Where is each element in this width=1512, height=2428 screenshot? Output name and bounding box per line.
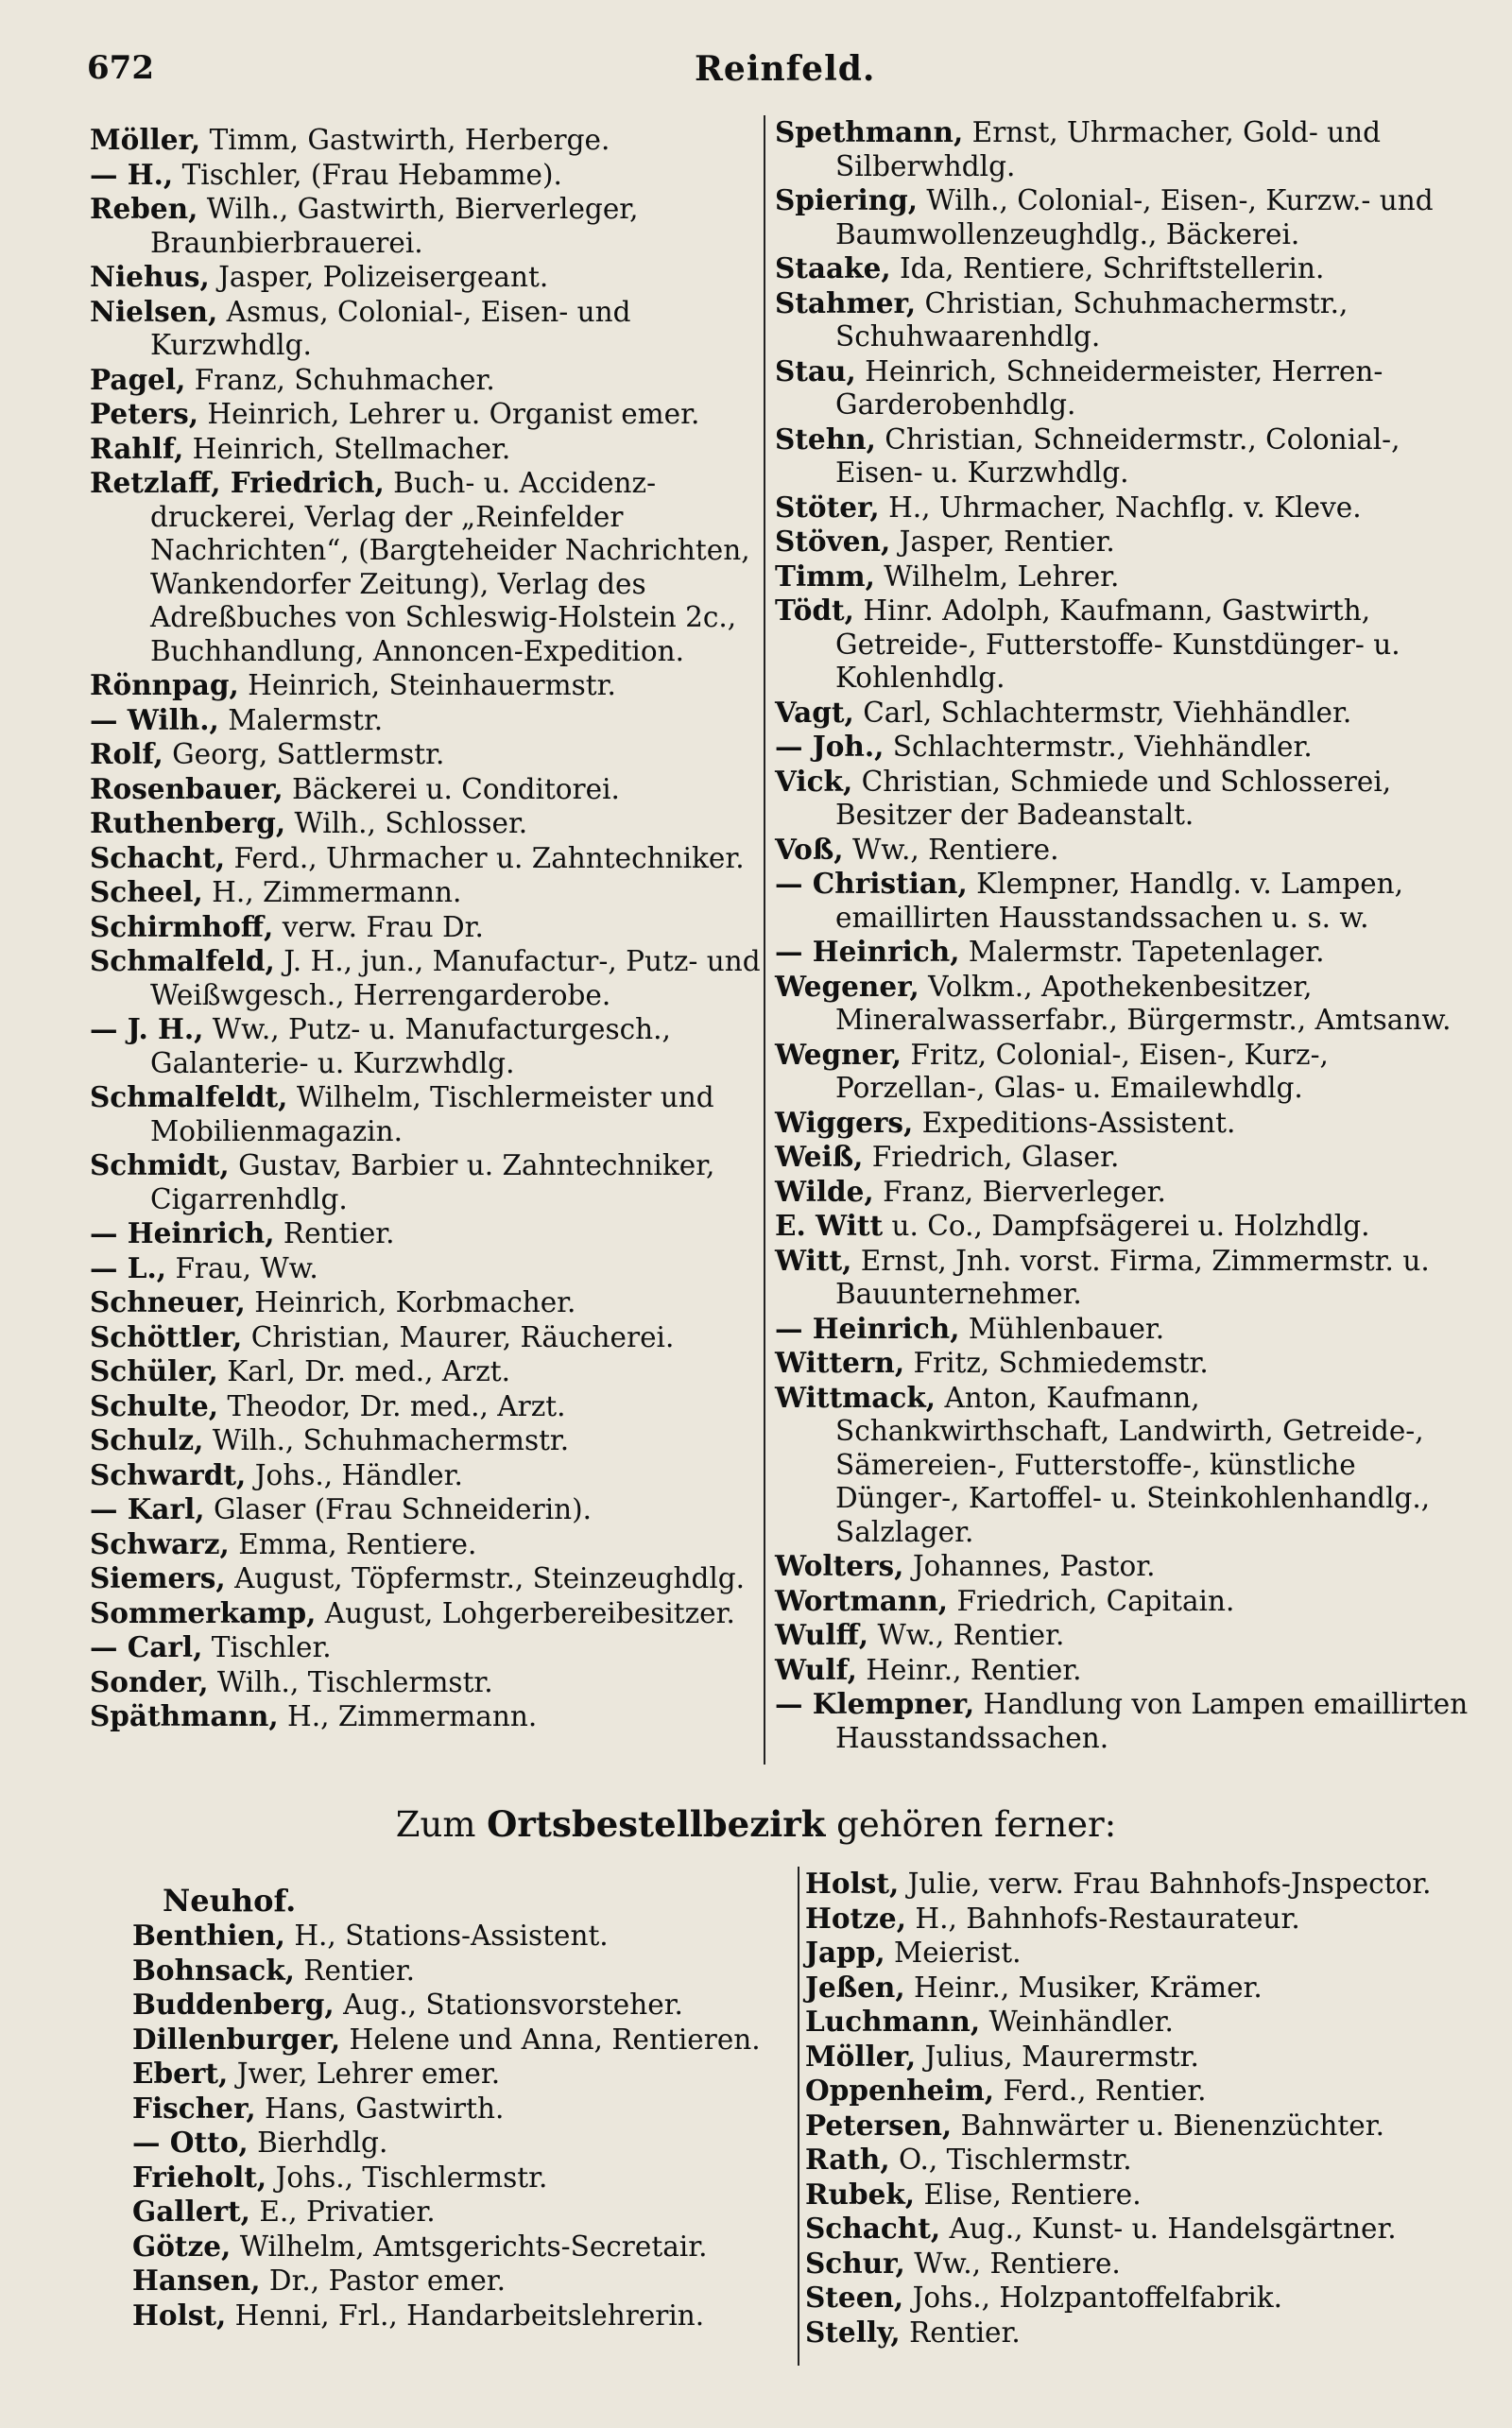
directory-entry: [132, 2092, 784, 2127]
running-head: Reinfeld.: [695, 49, 876, 89]
entry-name: Spethmann,: [775, 115, 964, 148]
directory-entry: [775, 1618, 1474, 1653]
entry-name: — J. H.,: [90, 1012, 204, 1045]
subsection-title: Neuhof.: [163, 1883, 297, 1919]
entry-name: Steen,: [805, 2281, 904, 2314]
directory-entry: [805, 1936, 1478, 1971]
directory-entry: [90, 910, 763, 945]
entry-name: Schöttler,: [90, 1319, 243, 1353]
entry-name: Witt,: [775, 1243, 852, 1277]
entry-details: Johs., Holzpantoffelfabrik.: [912, 2282, 1283, 2314]
directory-entry: [775, 286, 1474, 354]
directory-entry: [90, 668, 763, 703]
entry-name: Wortmann,: [775, 1583, 949, 1617]
directory-entry: [90, 1699, 763, 1734]
entry-name: Wittmack,: [775, 1380, 936, 1414]
entry-name: Schmidt,: [90, 1148, 230, 1181]
entry-name: Wulff,: [775, 1618, 869, 1651]
entry-name: Peters,: [90, 397, 198, 430]
entry-name: Weiß,: [775, 1140, 864, 1173]
entry-name: Rosenbauer,: [90, 771, 284, 805]
entry-name: Stau,: [775, 353, 856, 387]
entry-details: Wilh., Colonial-, Eisen-, Kurzw.- und Baumwollenzeughdlg., Bäckerei.: [835, 184, 1434, 250]
entry-details: Ww., Putz- u. Manufacturgesch., Galanterie- u. Kurzwhdlg.: [150, 1013, 671, 1079]
section-heading-bold: Ortsbestellbezirk: [487, 1803, 826, 1845]
entry-details: Franz, Schuhmacher.: [194, 363, 495, 396]
entry-details: Meierist.: [894, 1937, 1022, 1969]
directory-entry: [775, 1584, 1474, 1619]
entry-details: u. Co., Dampfsägerei u. Holzhdlg.: [891, 1210, 1370, 1242]
entry-name: Holst,: [805, 1867, 900, 1900]
directory-entry: [90, 944, 763, 1012]
directory-entry: [775, 115, 1474, 183]
entry-details: Heinr., Rentier.: [866, 1653, 1082, 1686]
entry-name: Voß,: [775, 832, 844, 866]
entry-name: — Wilh.,: [90, 702, 219, 736]
entry-details: Heinrich, Korbmacher.: [254, 1286, 576, 1318]
directory-entry: [775, 1381, 1474, 1550]
directory-entry: [775, 183, 1474, 251]
directory-entry: [90, 1561, 763, 1596]
directory-entry: [775, 730, 1474, 765]
directory-entry: [90, 1216, 763, 1251]
entry-details: Ww., Rentiere.: [914, 2247, 1121, 2280]
directory-entry: [805, 2247, 1478, 2282]
entry-name: Petersen,: [805, 2108, 953, 2142]
entry-details: Ferd., Rentier.: [1003, 2075, 1207, 2107]
entry-name: Rubek,: [805, 2177, 916, 2211]
entry-details: Fritz, Colonial-, Eisen-, Kurz-, Porzellan-, Glas- u. Emailewhdlg.: [835, 1038, 1329, 1104]
entry-name: — Karl,: [90, 1492, 205, 1525]
entry-name: — Klempner,: [775, 1687, 975, 1720]
entry-details: Volkm., Apothekenbesitzer, Mineralwasserfabr., Bürgermstr., Amtsanw.: [835, 970, 1452, 1036]
directory-entry: [775, 1549, 1474, 1584]
entry-name: Dillenburger,: [132, 2022, 341, 2056]
entry-name: Ruthenberg,: [90, 806, 286, 839]
entry-details: Ernst, Jnh. vorst. Firma, Zimmermstr. u. Bauunternehmer.: [835, 1244, 1430, 1310]
entry-details: Tischler.: [211, 1631, 332, 1663]
entry-details: Expeditions-Assistent.: [921, 1106, 1236, 1139]
entry-details: Johs., Händler.: [254, 1458, 463, 1491]
entry-details: Hinr. Adolph, Kaufmann, Gastwirth, Getreide-, Futterstoffe- Kunstdünger- u. Kohlenhdlg.: [835, 594, 1400, 694]
entry-details: Tischler, (Frau Hebamme).: [181, 158, 562, 191]
directory-entry: [775, 491, 1474, 525]
entry-details: Henni, Frl., Handarbeitslehrerin.: [234, 2299, 705, 2332]
entry-details: H., Zimmermann.: [287, 1700, 538, 1732]
entry-details: Julie, verw. Frau Bahnhofs-Jnspector.: [907, 1868, 1432, 1900]
directory-entry: [90, 192, 763, 260]
entry-name: Schirmhoff,: [90, 909, 274, 943]
directory-entry: [805, 2316, 1478, 2351]
entry-name: Wolters,: [775, 1549, 904, 1582]
entry-details: Ida, Rentiere, Schriftstellerin.: [900, 252, 1325, 284]
entry-details: Bierhdlg.: [257, 2127, 388, 2159]
entry-details: Wilh., Schlosser.: [294, 807, 528, 839]
entry-name: Wilde,: [775, 1174, 874, 1208]
entry-details: Dr., Pastor emer.: [268, 2264, 507, 2297]
directory-entry: [805, 2281, 1478, 2316]
entry-details: Jwer, Lehrer emer.: [236, 2058, 501, 2090]
directory-entry: [805, 1971, 1478, 2006]
column-divider-top: [764, 115, 765, 1765]
directory-entry: [805, 2005, 1478, 2040]
directory-entry: [132, 2161, 784, 2196]
entry-name: Fischer,: [132, 2091, 256, 2125]
entry-name: Schmalfeldt,: [90, 1080, 288, 1113]
directory-entry: [775, 696, 1474, 731]
directory-entry: [90, 1080, 763, 1148]
entry-details: Anton, Kaufmann, Schankwirthschaft, Landwirth, Getreide-, Sämereien-, Futterstoffe-, künstliche Dünger-, Kartoffel- u. Steinkohlenhandlg., Salzlager.: [835, 1381, 1431, 1548]
entry-details: Johannes, Pastor.: [912, 1550, 1156, 1582]
column-top-right: [775, 115, 1474, 1755]
entry-name: Schacht,: [805, 2212, 941, 2245]
entry-name: Spiering,: [775, 183, 919, 216]
directory-entry: [132, 2057, 784, 2092]
directory-entry: [90, 295, 763, 363]
directory-entry: [90, 363, 763, 398]
directory-entry: [805, 2143, 1478, 2178]
entry-details: Jasper, Rentier.: [899, 525, 1115, 558]
entry-name: E. Witt: [775, 1209, 884, 1242]
entry-name: Wegner,: [775, 1037, 902, 1071]
entry-name: Schur,: [805, 2246, 905, 2280]
entry-name: — L.,: [90, 1250, 167, 1284]
entry-details: Buch- u. Accidenz-druckerei, Verlag der „Reinfelder Nachrichten“, (Bargteheider Nachrichten, Wankendorfer Zeitung), Verlag des Adreßbuches von Schleswig-Holstein 2c., Buchhandlung, Annoncen-Expedition.: [150, 467, 750, 667]
directory-entry: [90, 1251, 763, 1286]
entry-details: H., Zimmermann.: [212, 876, 462, 908]
entry-details: Heinrich, Schneidermeister, Herren-Garderobenhdlg.: [835, 354, 1383, 421]
directory-entry: [90, 841, 763, 876]
directory-entry: [90, 703, 763, 738]
directory-entry: [775, 1038, 1474, 1106]
entry-details: Rentier.: [303, 1954, 415, 1987]
entry-details: Wilh., Schuhmachermstr.: [212, 1424, 570, 1456]
directory-entry: [132, 1954, 784, 1989]
entry-details: Klempner, Handlg. v. Lampen, emaillirten Hausstandssachen u. s. w.: [835, 868, 1404, 934]
directory-entry: [775, 1140, 1474, 1175]
directory-entry: [805, 2074, 1478, 2109]
entry-name: Vagt,: [775, 695, 854, 729]
entry-details: Mühlenbauer.: [968, 1312, 1165, 1345]
entry-name: Jeßen,: [805, 1970, 905, 2004]
directory-entry: [90, 806, 763, 841]
directory-entry: [775, 833, 1474, 868]
directory-entry: [805, 2178, 1478, 2213]
directory-entry: [90, 1423, 763, 1458]
directory-entry: [90, 1320, 763, 1355]
entry-name: Vick,: [775, 764, 853, 798]
entry-details: H., Bahnhofs-Restaurateur.: [915, 1902, 1300, 1935]
entry-name: Wiggers,: [775, 1105, 914, 1139]
entry-details: Johs., Tischlermstr.: [275, 2161, 548, 2194]
entry-name: Japp,: [805, 1936, 885, 1969]
entry-name: Oppenheim,: [805, 2074, 995, 2107]
directory-entry: [90, 772, 763, 807]
entry-details: Glaser (Frau Schneiderin).: [213, 1493, 593, 1525]
directory-entry: [90, 1630, 763, 1665]
directory-entry: [132, 1988, 784, 2023]
entry-name: Staake,: [775, 251, 891, 284]
entry-details: Wilh., Gastwirth, Bierverleger, Braunbierbrauerei.: [150, 193, 639, 259]
entry-name: Nielsen,: [90, 294, 218, 328]
directory-entry: [90, 158, 763, 193]
section-heading: [0, 1803, 1512, 1845]
entry-details: Georg, Sattlermstr.: [172, 738, 445, 770]
directory-entry: [90, 466, 763, 668]
entry-details: Christian, Schuhmachermstr., Schuhwaarenhdlg.: [835, 286, 1349, 353]
entry-name: Wulf,: [775, 1652, 857, 1686]
entry-name: Benthien,: [132, 1919, 285, 1952]
column-bottom-right: [805, 1867, 1478, 2350]
entry-name: — Heinrich,: [775, 1311, 960, 1345]
directory-entry: [90, 1596, 763, 1631]
section-heading-post: gehören ferner:: [825, 1804, 1117, 1845]
directory-entry: [775, 1175, 1474, 1210]
entry-details: Hans, Gastwirth.: [265, 2092, 505, 2125]
section-heading-pre: Zum: [395, 1804, 488, 1845]
entry-name: Ebert,: [132, 2057, 229, 2090]
entry-details: Aug., Stationsvorsteher.: [343, 1989, 683, 2021]
directory-entry: [132, 2264, 784, 2299]
entry-details: Ww., Rentier.: [877, 1619, 1065, 1651]
entry-details: Handlung von Lampen emaillirten Hausstandssachen.: [835, 1688, 1469, 1754]
entry-name: Späthmann,: [90, 1699, 279, 1732]
entry-details: Wilhelm, Lehrer.: [884, 560, 1120, 593]
directory-entry: [90, 1665, 763, 1700]
directory-entry: [90, 1389, 763, 1424]
entry-details: Theodor, Dr. med., Arzt.: [227, 1389, 566, 1422]
entry-name: — H.,: [90, 157, 174, 191]
directory-entry: [90, 1527, 763, 1562]
directory-entry: [775, 1346, 1474, 1381]
entry-name: Luchmann,: [805, 2005, 981, 2038]
entry-name: Tödt,: [775, 594, 854, 627]
entry-name: Möller,: [90, 123, 201, 156]
entry-name: Buddenberg,: [132, 1988, 335, 2021]
entry-details: Ernst, Uhrmacher, Gold- und Silberwhdlg.: [835, 116, 1382, 182]
directory-entry: [90, 397, 763, 432]
column-top-left: [90, 123, 763, 1734]
entry-name: Schneuer,: [90, 1285, 246, 1318]
entry-name: Schulte,: [90, 1388, 219, 1422]
entry-name: Möller,: [805, 2039, 917, 2073]
directory-entry: [775, 1312, 1474, 1347]
entry-details: Malermstr.: [228, 703, 384, 736]
entry-name: Hansen,: [132, 2264, 261, 2297]
directory-entry: [132, 2023, 784, 2058]
entry-details: Christian, Maurer, Räucherei.: [250, 1320, 675, 1353]
entry-details: Heinr., Musiker, Krämer.: [914, 1971, 1263, 2004]
directory-entry: [90, 1012, 763, 1080]
directory-entry: [775, 1244, 1474, 1312]
entry-details: H., Stations-Assistent.: [294, 1920, 609, 1952]
entry-details: August, Lohgerbereibesitzer.: [324, 1596, 735, 1629]
entry-name: Rönnpag,: [90, 668, 239, 701]
entry-details: Timm, Gastwirth, Herberge.: [209, 124, 610, 156]
column-divider-bottom: [798, 1867, 799, 2366]
directory-entry: [805, 2212, 1478, 2247]
entry-name: — Heinrich,: [775, 935, 960, 968]
entry-details: H., Uhrmacher, Nachflg. v. Kleve.: [888, 491, 1362, 524]
entry-details: Heinrich, Lehrer u. Organist emer.: [207, 398, 700, 430]
entry-details: Christian, Schneidermstr., Colonial-, Eisen- u. Kurzwhdlg.: [835, 422, 1400, 489]
entry-details: Malermstr. Tapetenlager.: [968, 936, 1325, 968]
directory-entry: [90, 1285, 763, 1320]
directory-entry: [90, 432, 763, 467]
entry-details: Jasper, Polizeisergeant.: [218, 261, 549, 293]
directory-entry: [775, 1653, 1474, 1688]
directory-entry: [805, 2109, 1478, 2144]
entry-details: Karl, Dr. med., Arzt.: [227, 1355, 511, 1387]
entry-name: Schwardt,: [90, 1457, 247, 1491]
entry-details: Julius, Maurermstr.: [924, 2040, 1199, 2073]
entry-details: Rentier.: [909, 2316, 1021, 2349]
entry-details: E., Privatier.: [259, 2196, 436, 2228]
entry-details: August, Töpfermstr., Steinzeughdlg.: [234, 1562, 746, 1594]
entry-details: J. H., jun., Manufactur-, Putz- und Weißwgesch., Herrengarderobe.: [150, 945, 761, 1011]
entry-details: Wilhelm, Tischlermeister und Mobilienmagazin.: [150, 1081, 714, 1147]
entry-name: Niehus,: [90, 260, 210, 293]
directory-entry: [775, 594, 1474, 696]
entry-name: Rath,: [805, 2143, 890, 2176]
directory-entry: [90, 1148, 763, 1216]
entry-details: Friedrich, Glaser.: [871, 1141, 1120, 1173]
entry-name: Stehn,: [775, 422, 876, 456]
directory-entry: [775, 765, 1474, 833]
entry-name: Sonder,: [90, 1664, 209, 1698]
entry-name: Schüler,: [90, 1354, 218, 1387]
directory-entry: [775, 525, 1474, 560]
entry-name: Wittern,: [775, 1346, 905, 1379]
entry-name: Stöven,: [775, 525, 891, 558]
entry-name: Bohnsack,: [132, 1953, 295, 1987]
directory-entry: [132, 2299, 784, 2333]
entry-details: Rentier.: [283, 1217, 395, 1249]
directory-entry: [775, 867, 1474, 935]
entry-name: Scheel,: [90, 875, 203, 908]
entry-details: O., Tischlermstr.: [899, 2144, 1132, 2176]
entry-details: Gustav, Barbier u. Zahntechniker, Cigarrenhdlg.: [150, 1149, 715, 1215]
entry-name: — Otto,: [132, 2126, 249, 2159]
entry-name: Schmalfeld,: [90, 944, 275, 977]
entry-name: — Heinrich,: [90, 1216, 275, 1249]
entry-details: Helene und Anna, Rentieren.: [349, 2023, 761, 2056]
directory-entry: [90, 1354, 763, 1389]
entry-name: Stöter,: [775, 490, 880, 524]
entry-details: Ww., Rentiere.: [851, 833, 1059, 866]
entry-name: Rahlf,: [90, 431, 184, 465]
directory-entry: [775, 1106, 1474, 1141]
directory-entry: [90, 260, 763, 295]
entry-details: Wilhelm, Amtsgerichts-Secretair.: [239, 2230, 708, 2263]
entry-name: — Christian,: [775, 867, 968, 900]
directory-entry: [805, 1867, 1478, 1902]
entry-name: Schacht,: [90, 840, 226, 874]
directory-entry: [90, 123, 763, 158]
directory-entry: [775, 251, 1474, 286]
entry-name: Schulz,: [90, 1423, 204, 1456]
entry-details: Carl, Schlachtermstr, Viehhändler.: [863, 696, 1352, 729]
entry-name: Stahmer,: [775, 285, 917, 319]
directory-entry: [90, 875, 763, 910]
entry-details: Asmus, Colonial-, Eisen- und Kurzwhdlg.: [150, 295, 631, 361]
entry-details: Bahnwärter u. Bienenzüchter.: [960, 2109, 1384, 2142]
entry-name: Hotze,: [805, 1901, 906, 1935]
entry-name: — Joh.,: [775, 730, 885, 763]
entry-details: Christian, Schmiede und Schlosserei, Besitzer der Badeanstalt.: [835, 765, 1392, 831]
entry-details: verw. Frau Dr.: [282, 910, 484, 943]
entry-name: Gallert,: [132, 2195, 250, 2228]
directory-entry: [775, 1209, 1474, 1244]
entry-name: Sommerkamp,: [90, 1595, 317, 1629]
entry-name: Schwarz,: [90, 1526, 230, 1560]
directory-entry: [775, 935, 1474, 970]
directory-entry: [90, 1492, 763, 1527]
directory-entry: [132, 2126, 784, 2161]
entry-details: Ferd., Uhrmacher u. Zahntechniker.: [233, 841, 745, 874]
entry-name: Götze,: [132, 2229, 232, 2263]
entry-details: Wilh., Tischlermstr.: [216, 1665, 493, 1698]
entry-details: Elise, Rentiere.: [923, 2178, 1142, 2211]
directory-entry: [90, 737, 763, 772]
entry-details: Fritz, Schmiedemstr.: [913, 1347, 1209, 1379]
entry-name: Reben,: [90, 192, 198, 225]
directory-entry: [775, 354, 1474, 422]
directory-entry: [775, 970, 1474, 1038]
entry-name: Siemers,: [90, 1561, 226, 1594]
entry-name: — Carl,: [90, 1630, 203, 1663]
directory-entry: [805, 2040, 1478, 2075]
entry-details: Bäckerei u. Conditorei.: [292, 772, 620, 805]
directory-entry: [775, 1687, 1474, 1755]
entry-name: Retzlaff, Friedrich,: [90, 466, 385, 499]
directory-entry: [132, 1919, 784, 1954]
entry-name: Rolf,: [90, 737, 163, 770]
entry-details: Aug., Kunst- u. Handelsgärtner.: [949, 2213, 1397, 2245]
entry-details: Weinhändler.: [988, 2006, 1174, 2038]
entry-name: Stelly,: [805, 2315, 901, 2349]
entry-name: Wegener,: [775, 969, 919, 1003]
entry-details: Franz, Bierverleger.: [883, 1175, 1166, 1208]
entry-details: Friedrich, Capitain.: [956, 1584, 1235, 1617]
directory-entry: [132, 2230, 784, 2264]
column-bottom-left: [132, 1919, 784, 2333]
entry-details: Emma, Rentiere.: [238, 1527, 477, 1560]
directory-entry: [775, 422, 1474, 491]
directory-entry: [90, 1458, 763, 1493]
directory-entry: [805, 1902, 1478, 1937]
directory-entry: [775, 560, 1474, 594]
entry-name: Holst,: [132, 2298, 227, 2332]
page-number: 672: [87, 49, 154, 87]
directory-entry: [132, 2195, 784, 2230]
entry-details: Heinrich, Stellmacher.: [192, 432, 511, 465]
entry-name: Pagel,: [90, 362, 186, 396]
entry-name: Frieholt,: [132, 2160, 267, 2194]
entry-details: Schlachtermstr., Viehhändler.: [892, 731, 1313, 763]
entry-name: Timm,: [775, 559, 875, 593]
entry-details: Frau, Ww.: [175, 1251, 318, 1284]
entry-details: Heinrich, Steinhauermstr.: [248, 669, 616, 701]
